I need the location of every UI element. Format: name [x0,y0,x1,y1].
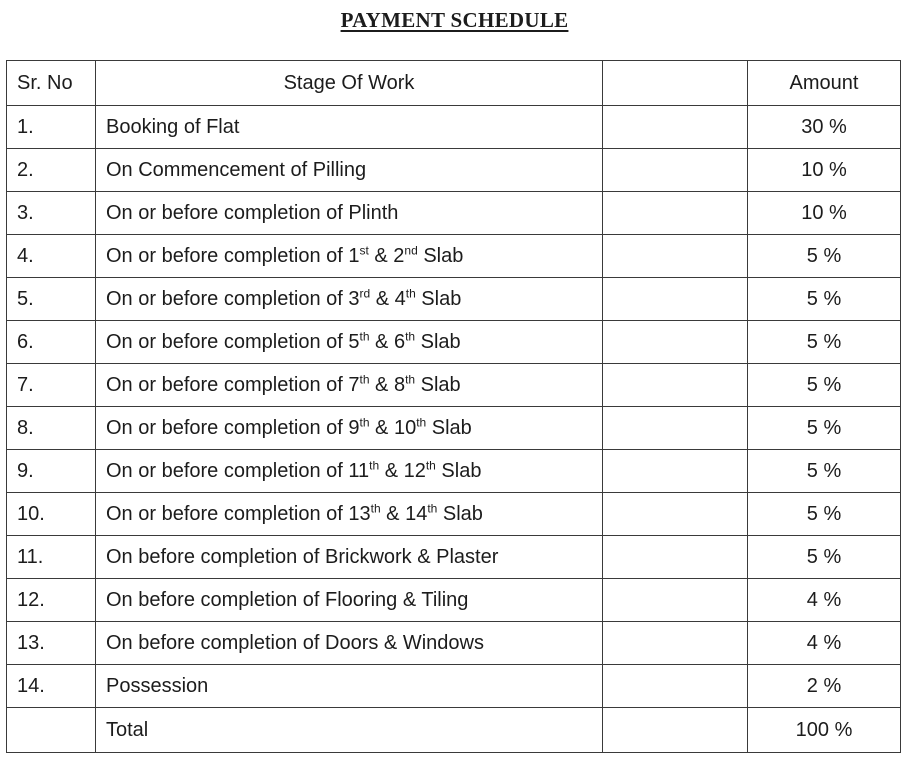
blank-cell [603,278,748,321]
total-sr-cell [7,708,96,753]
stage-text: Slab [426,416,472,439]
payment-schedule-table [6,60,901,753]
stage-of-work-cell [96,278,603,321]
sr-no-cell: 7. [7,364,96,407]
table-row [7,235,901,278]
stage-text: On or before completion of 9 [106,416,360,439]
amount-cell: 5 % [748,493,901,536]
ordinal-suffix: th [359,328,370,343]
table-row [7,278,901,321]
table-row [7,321,901,364]
sr-no-cell: 12. [7,579,96,622]
blank-cell [603,407,748,450]
blank-cell [603,364,748,407]
table-body [7,106,901,753]
stage-of-work-cell [96,321,603,364]
amount-cell: 5 % [748,364,901,407]
amount-cell: 5 % [748,450,901,493]
total-amount: 100 % [748,708,901,753]
stage-text: On before completion of Doors & Windows [106,631,484,654]
header-amount: Amount [748,61,901,106]
amount-cell: 10 % [748,192,901,235]
stage-text: & 8 [369,373,406,396]
sr-no-cell: 6. [7,321,96,364]
stage-text: On Commencement of Pilling [106,158,367,181]
ordinal-suffix: th [359,371,370,386]
sr-no-cell: 3. [7,192,96,235]
table-row [7,407,901,450]
sr-no-cell: 13. [7,622,96,665]
table-row [7,622,901,665]
stage-text: On before completion of Brickwork & Plaster [106,545,499,568]
blank-cell [603,106,748,149]
stage-text: On or before completion of 7 [106,373,360,396]
stage-text: & 14 [380,502,428,525]
blank-cell [603,149,748,192]
stage-of-work-cell [96,450,603,493]
stage-text: Possession [106,674,209,697]
sr-no-cell: 1. [7,106,96,149]
ordinal-suffix: st [359,242,369,257]
stage-text: & 4 [370,287,406,310]
blank-cell [603,579,748,622]
header-stage-of-work: Stage Of Work [96,61,603,106]
blank-cell [603,622,748,665]
table-row [7,106,901,149]
ordinal-suffix: th [405,328,416,343]
page-title [0,8,909,33]
sr-no-cell: 14. [7,665,96,708]
ordinal-suffix: th [405,285,416,300]
blank-cell [603,665,748,708]
stage-of-work-cell [96,364,603,407]
amount-cell: 4 % [748,579,901,622]
amount-cell: 5 % [748,235,901,278]
ordinal-suffix: rd [359,285,371,300]
stage-text: & 12 [379,459,426,482]
sr-no-cell: 4. [7,235,96,278]
stage-of-work-cell [96,192,603,235]
ordinal-suffix: th [370,500,381,515]
amount-cell: 5 % [748,321,901,364]
stage-text: On before completion of Flooring & Tiling [106,588,469,611]
amount-cell: 10 % [748,149,901,192]
blank-cell [603,493,748,536]
stage-text: Slab [435,459,482,482]
sr-no-cell: 9. [7,450,96,493]
ordinal-suffix: th [405,371,416,386]
blank-cell [603,321,748,364]
blank-cell [603,536,748,579]
sr-no-cell: 10. [7,493,96,536]
stage-text: & 10 [369,416,417,439]
amount-cell: 4 % [748,622,901,665]
stage-text: Slab [415,330,461,353]
table-row [7,493,901,536]
stage-text: On or before completion of 3 [106,287,360,310]
header-blank [603,61,748,106]
stage-of-work-cell [96,493,603,536]
stage-text: Booking of Flat [106,115,240,138]
stage-text: Slab [437,502,483,525]
stage-text: On or before completion of 13 [106,502,371,525]
stage-text: & 2 [368,244,405,267]
table-row [7,364,901,407]
ordinal-suffix: nd [404,242,418,257]
ordinal-suffix: th [416,414,427,429]
stage-of-work-cell [96,235,603,278]
blank-cell [603,235,748,278]
stage-of-work-cell [96,106,603,149]
stage-of-work-cell [96,622,603,665]
total-blank-cell [603,708,748,753]
table-header-row [7,61,901,106]
blank-cell [603,192,748,235]
header-sr-no: Sr. No [7,61,96,106]
sr-no-cell: 2. [7,149,96,192]
amount-cell: 2 % [748,665,901,708]
stage-text: On or before completion of 1 [106,244,360,267]
table-row [7,192,901,235]
stage-text: Slab [415,287,462,310]
stage-text: Slab [417,244,464,267]
stage-of-work-cell [96,579,603,622]
ordinal-suffix: th [425,457,436,472]
table-row [7,536,901,579]
sr-no-cell: 5. [7,278,96,321]
table-row [7,149,901,192]
ordinal-suffix: th [427,500,438,515]
table-row [7,450,901,493]
sr-no-cell: 11. [7,536,96,579]
ordinal-suffix: th [359,414,370,429]
amount-cell: 5 % [748,407,901,450]
stage-of-work-cell [96,149,603,192]
page-title-text: PAYMENT SCHEDULE [340,8,569,32]
total-label: Total [96,708,603,753]
sr-no-cell: 8. [7,407,96,450]
total-row [7,708,901,753]
stage-text: On or before completion of 5 [106,330,360,353]
table-row [7,579,901,622]
blank-cell [603,450,748,493]
stage-text: Slab [415,373,461,396]
amount-cell: 5 % [748,278,901,321]
amount-cell: 5 % [748,536,901,579]
stage-text: & 6 [369,330,406,353]
stage-of-work-cell [96,665,603,708]
ordinal-suffix: th [369,457,380,472]
stage-of-work-cell [96,407,603,450]
table-row [7,665,901,708]
stage-text: On or before completion of 11 [106,459,370,482]
stage-text: On or before completion of Plinth [106,201,399,224]
amount-cell: 30 % [748,106,901,149]
stage-of-work-cell [96,536,603,579]
